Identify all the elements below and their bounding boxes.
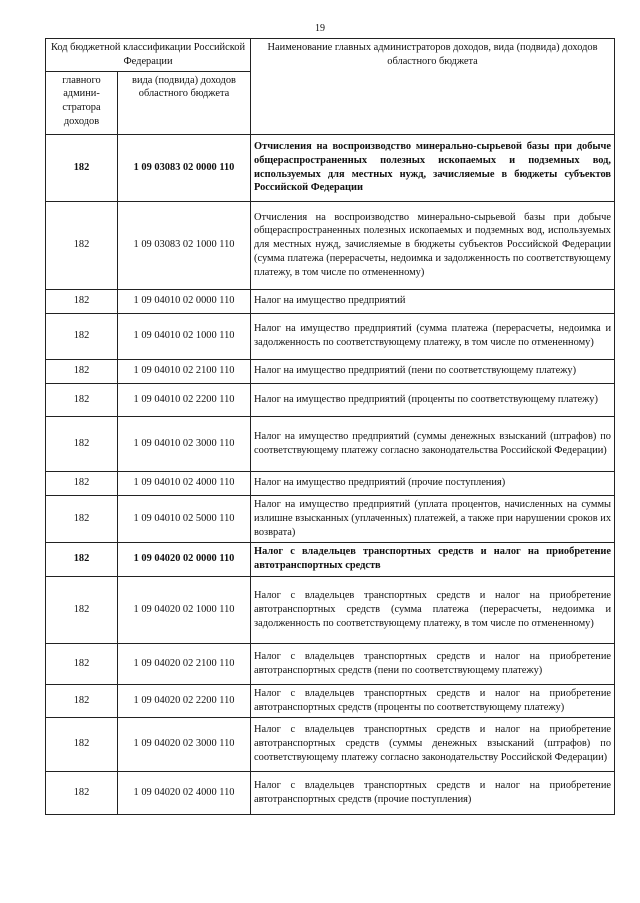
admin-code-cell: 182 — [46, 643, 118, 684]
admin-code-cell: 182 — [46, 717, 118, 771]
revenue-code-cell: 1 09 04020 02 1000 110 — [118, 576, 251, 643]
revenue-name-cell: Налог на имущество предприятий (проценты по соответствующему платежу) — [251, 383, 615, 416]
admin-code-cell: 182 — [46, 416, 118, 471]
revenue-name-cell: Налог с владельцев транспортных средств и налог на приобретение автотранспортных средств — [251, 542, 615, 576]
revenue-code-cell: 1 09 04020 02 3000 110 — [118, 717, 251, 771]
revenue-code-cell: 1 09 04010 02 4000 110 — [118, 471, 251, 495]
revenue-code-cell: 1 09 04010 02 1000 110 — [118, 313, 251, 359]
admin-code-cell: 182 — [46, 542, 118, 576]
revenue-name-cell: Налог на имущество предприятий (сумма платежа (перерасчеты, недоимка и задолженность по соответствующему платежу, в том числе по отмененному) — [251, 313, 615, 359]
revenue-code-cell: 1 09 04020 02 4000 110 — [118, 771, 251, 814]
revenue-name-cell: Налог с владельцев транспортных средств и налог на приобретение автотранспортных средств (проценты по соответствующему платежу) — [251, 684, 615, 717]
revenue-code-cell: 1 09 04020 02 2100 110 — [118, 643, 251, 684]
table-row — [46, 416, 615, 471]
admin-code-cell: 182 — [46, 684, 118, 717]
revenue-name-cell: Налог с владельцев транспортных средств и налог на приобретение автотранспортных средств (суммы денежных взысканий (штрафов) по соответствующему платежу согласно законодательству Российской Федерации) — [251, 717, 615, 771]
table-row — [46, 313, 615, 359]
table-row — [46, 134, 615, 201]
admin-code-cell: 182 — [46, 471, 118, 495]
table-header — [46, 39, 615, 135]
table-row — [46, 684, 615, 717]
table-row — [46, 495, 615, 542]
admin-code-cell: 182 — [46, 771, 118, 814]
admin-code-cell: 182 — [46, 495, 118, 542]
table-row — [46, 289, 615, 313]
revenue-name-cell: Налог с владельцев транспортных средств и налог на приобретение автотранспортных средств (сумма платежа (перерасчеты, недоимка и задолженность по соответствующему платежу, в том числе по отмененному) — [251, 576, 615, 643]
revenue-code-cell: 1 09 04010 02 3000 110 — [118, 416, 251, 471]
admin-code-header: главного админи-стратора доходов — [46, 71, 118, 134]
revenue-name-cell: Налог с владельцев транспортных средств и налог на приобретение автотранспортных средств (прочие поступления) — [251, 771, 615, 814]
revenue-type-header: вида (подвида) доходов областного бюджета — [118, 71, 251, 134]
administrator-name-header: Наименование главных администраторов доходов, вида (подвида) доходов областного бюджета — [251, 39, 615, 135]
table-row — [46, 359, 615, 383]
table-body — [46, 134, 615, 814]
table-row — [46, 576, 615, 643]
revenue-code-cell: 1 09 04010 02 2100 110 — [118, 359, 251, 383]
revenue-code-cell: 1 09 04020 02 0000 110 — [118, 542, 251, 576]
revenue-name-cell: Отчисления на воспроизводство минерально-сырьевой базы при добыче общераспространенных полезных ископаемых и подземных вод, используемых для местных нужд, зачисляемые в бюджеты субъектов Российской Федерации — [251, 134, 615, 201]
budget-code-group-header: Код бюджетной классификации Российской Федерации — [46, 39, 251, 72]
admin-code-cell: 182 — [46, 313, 118, 359]
revenue-code-cell: 1 09 04010 02 0000 110 — [118, 289, 251, 313]
admin-code-cell: 182 — [46, 383, 118, 416]
admin-code-cell: 182 — [46, 201, 118, 289]
revenue-code-cell: 1 09 03083 02 1000 110 — [118, 201, 251, 289]
revenue-code-cell: 1 09 04020 02 2200 110 — [118, 684, 251, 717]
table-row — [46, 717, 615, 771]
table-row — [46, 643, 615, 684]
revenue-name-cell: Налог на имущество предприятий — [251, 289, 615, 313]
revenue-name-cell: Отчисления на воспроизводство минерально-сырьевой базы при добыче общераспространенных полезных ископаемых и подземных вод, используемых для местных нужд, зачисляемые в бюджеты субъектов Российской Федерации (сумма платежа (перерасчеты, недоимка и задолженность по соответствующему платежу, в том числе по отмененному) — [251, 201, 615, 289]
table-row — [46, 471, 615, 495]
budget-classification-table — [45, 38, 615, 815]
table-row — [46, 542, 615, 576]
admin-code-cell: 182 — [46, 576, 118, 643]
table-row — [46, 383, 615, 416]
table-row — [46, 771, 615, 814]
revenue-name-cell: Налог на имущество предприятий (прочие поступления) — [251, 471, 615, 495]
admin-code-cell: 182 — [46, 359, 118, 383]
admin-code-cell: 182 — [46, 289, 118, 313]
admin-code-cell: 182 — [46, 134, 118, 201]
revenue-name-cell: Налог с владельцев транспортных средств и налог на приобретение автотранспортных средств (пени по соответствующему платежу) — [251, 643, 615, 684]
revenue-code-cell: 1 09 03083 02 0000 110 — [118, 134, 251, 201]
revenue-code-cell: 1 09 04010 02 5000 110 — [118, 495, 251, 542]
revenue-name-cell: Налог на имущество предприятий (уплата процентов, начисленных на суммы излишне взысканных (уплаченных) платежей, а также при нарушении сроков их возврата) — [251, 495, 615, 542]
page-number: 19 — [315, 23, 325, 34]
revenue-name-cell: Налог на имущество предприятий (пени по соответствующему платежу) — [251, 359, 615, 383]
revenue-name-cell: Налог на имущество предприятий (суммы денежных взысканий (штрафов) по соответствующему платежу согласно законодательства Российской Федерации) — [251, 416, 615, 471]
table-row — [46, 201, 615, 289]
revenue-code-cell: 1 09 04010 02 2200 110 — [118, 383, 251, 416]
